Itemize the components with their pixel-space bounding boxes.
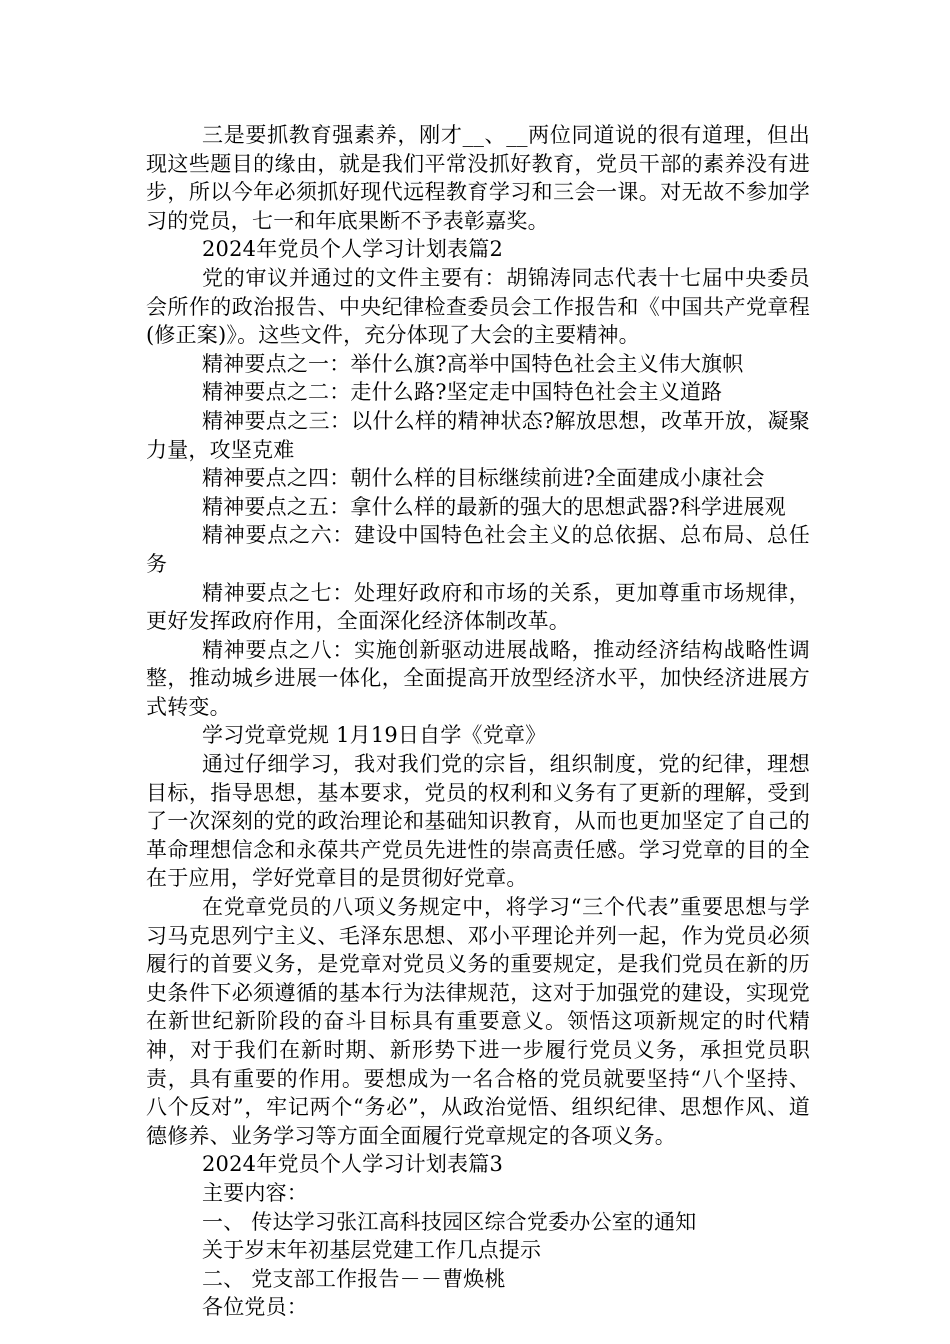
- list-item-1: 一、 传达学习张江高科技园区综合党委办公室的通知: [202, 1209, 697, 1234]
- spirit-point-3: 精神要点之三：以什么样的精神状态?解放思想，改革开放，凝聚力量，攻坚克难: [146, 408, 810, 462]
- spirit-point-7: 精神要点之七：处理好政府和市场的关系，更加尊重市场规律，更好发挥政府作用，全面深化经济体制改革。: [146, 580, 810, 634]
- study-heading: 学习党章党规 1月19日自学《党章》: [202, 723, 547, 748]
- section-heading-2: 2024年党员个人学习计划表篇2: [202, 237, 504, 262]
- spirit-point-2: 精神要点之二：走什么路?坚定走中国特色社会主义道路: [202, 380, 723, 405]
- section-heading-3: 2024年党员个人学习计划表篇3: [202, 1152, 504, 1177]
- main-content-label: 主要内容：: [202, 1180, 308, 1205]
- spirit-point-5: 精神要点之五：拿什么样的最新的强大的思想武器?科学进展观: [202, 494, 786, 519]
- spirit-point-1: 精神要点之一：举什么旗?高举中国特色社会主义伟大旗帜: [202, 351, 744, 376]
- list-item-2: 二、 党支部工作报告－－曹焕桃: [202, 1266, 506, 1291]
- spirit-point-6: 精神要点之六：建设中国特色社会主义的总依据、总布局、总任务: [146, 523, 810, 576]
- paragraph-member-duties: 在党章党员的八项义务规定中，将学习“三个代表”重要思想与学习马克思列宁主义、毛泽东思想、邓小平理论并列一起，作为党员必须履行的首要义务，是党章对党员义务的重要规定，是我们党员在新的历史条件下必须遵循的基本行为法律规范，这对于加强党的建设，实现党在新世纪新阶段的奋斗目标具有重要意义。领悟这项新规定的时代精神，对于我们在新时期、新形势下进一步履行党员义务，承担党员职责，具有重要的作用。要想成为一名合格的党员就要坚持“八个坚持、八个反对”，牢记两个“务必”，从政治觉悟、组织纪律、思想作风、道德修养、业务学习等方面全面履行党章规定的各项义务。: [146, 895, 810, 1148]
- spirit-point-8: 精神要点之八：实施创新驱动进展战略，推动经济结构战略性调整，推动城乡进展一体化，全面提高开放型经济水平，加快经济进展方式转变。: [146, 637, 810, 719]
- paragraph-education: 三是要抓教育强素养，刚才__、__两位同道说的很有道理，但出现这些题目的缘由，就是我们平常没抓好教育，党员干部的素养没有进步，所以今年必须抓好现代远程教育学习和三会一课。对无故不参加学习的党员，七一和年底果断不予表彰嘉奖。: [146, 123, 810, 233]
- spirit-point-4: 精神要点之四：朝什么样的目标继续前进?全面建成小康社会: [202, 466, 765, 491]
- salutation: 各位党员：: [202, 1295, 308, 1320]
- paragraph-study-reflection: 通过仔细学习，我对我们党的宗旨，组织制度，党的纪律，理想目标，指导思想，基本要求，党员的权利和义务有了更新的理解，受到了一次深刻的党的政治理论和基础知识教育，从而也更加坚定了自己的革命理想信念和永葆共产党员先进性的崇高责任感。学习党章的目的全在于应用，学好党章目的是贯彻好党章。: [146, 752, 810, 891]
- list-item-1-continued: 关于岁末年初基层党建工作几点提示: [202, 1238, 542, 1263]
- paragraph-documents: 党的审议并通过的文件主要有：胡锦涛同志代表十七届中央委员会所作的政治报告、中央纪律检查委员会工作报告和《中国共产党章程(修正案)》。这些文件，充分体现了大会的主要精神。: [146, 265, 810, 348]
- document-body: [146, 121, 810, 1322]
